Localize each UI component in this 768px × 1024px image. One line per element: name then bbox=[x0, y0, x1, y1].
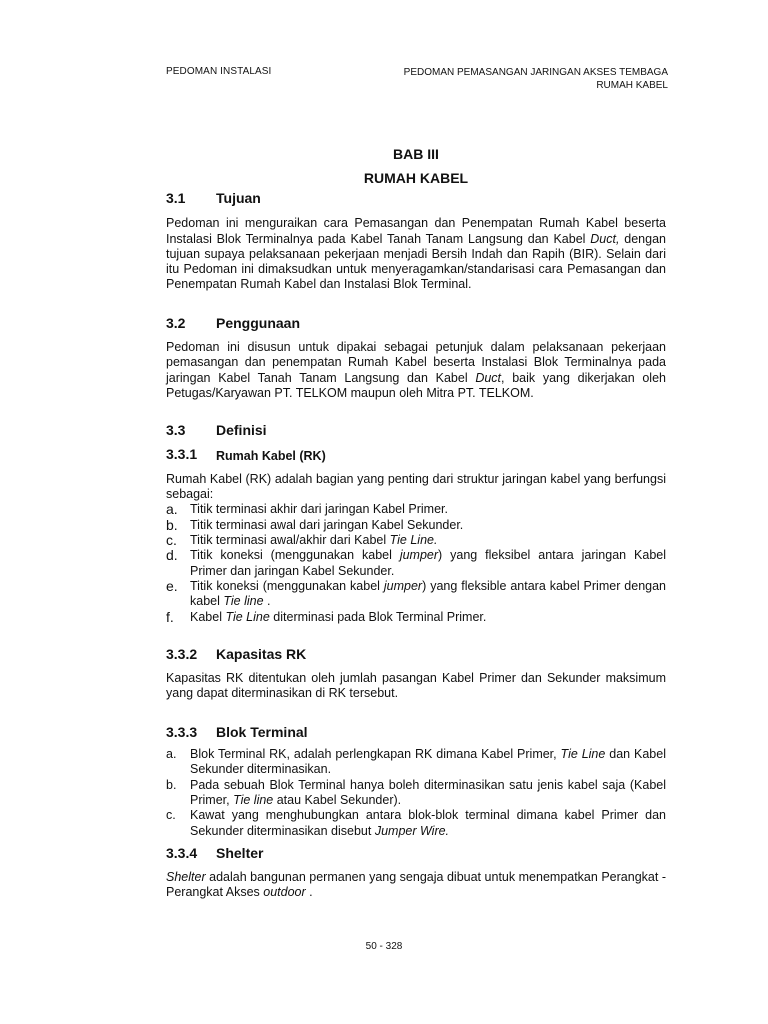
italic-text: outdoor bbox=[263, 885, 306, 900]
text: diterminasi pada Blok Terminal Primer. bbox=[269, 609, 487, 624]
chapter-label: BAB III bbox=[393, 146, 439, 162]
section-heading-tujuan bbox=[166, 191, 666, 206]
paragraph-tujuan bbox=[166, 216, 666, 292]
subsection-heading-shelter bbox=[166, 846, 666, 861]
list-marker: e. bbox=[166, 577, 178, 594]
text: Blok Terminal RK, adalah perlengkapan RK dimana Kabel Primer, bbox=[190, 747, 561, 762]
list-marker: a. bbox=[166, 747, 177, 762]
list-item bbox=[166, 533, 666, 548]
list-item bbox=[166, 579, 666, 610]
list-marker: a. bbox=[166, 501, 178, 518]
italic-text: Duct bbox=[475, 370, 502, 385]
list-marker: f. bbox=[166, 608, 174, 625]
list-item bbox=[166, 518, 666, 533]
list-marker: c. bbox=[166, 808, 176, 823]
list-item-text bbox=[190, 579, 666, 610]
paragraph-shelter bbox=[166, 870, 666, 901]
text: Kabel bbox=[190, 609, 226, 624]
italic-text: jumper bbox=[399, 548, 439, 563]
subsection-heading-rumah-kabel bbox=[166, 447, 666, 464]
text: Titik terminasi awal dari jaringan Kabel Sekunder. bbox=[190, 517, 464, 532]
italic-text: Tie Line bbox=[560, 747, 606, 762]
text: atau Kabel Sekunder). bbox=[273, 792, 402, 807]
list-marker: b. bbox=[166, 516, 178, 533]
list-marker: b. bbox=[166, 777, 177, 792]
text: ) yang fleksibel antara jaringan Kabel Primer dan jaringan Kabel Sekunder. bbox=[190, 548, 667, 578]
text: dan Kabel Sekunder diterminasikan. bbox=[190, 747, 666, 777]
paragraph-kapasitas: Kapasitas RK ditentukan oleh jumlah pasangan Kabel Primer dan Sekunder maksimum yang dapat diterminasikan di RK tersebut. bbox=[166, 671, 666, 701]
subsection-title: Blok Terminal bbox=[216, 723, 308, 740]
section-title: Definisi bbox=[216, 422, 267, 439]
italic-text: Jumper Wire. bbox=[374, 823, 450, 838]
text: Pedoman ini menguraikan cara Pemasangan dan Penempatan Rumah Kabel beserta Instalasi Blok Terminalnya pada Kabel Tanah Tanam Langsung dan Kabel bbox=[166, 216, 666, 246]
chapter-title: RUMAH KABEL bbox=[363, 170, 469, 186]
subsection-title: Kapasitas RK bbox=[216, 645, 307, 662]
subsection-number: 3.3.1 bbox=[166, 445, 198, 462]
list-item-text bbox=[190, 518, 666, 533]
running-header-left: PEDOMAN INSTALASI bbox=[166, 66, 272, 77]
text: Pada sebuah Blok Terminal hanya boleh diterminasikan satu jenis kabel saja (Kabel Primer, bbox=[190, 777, 666, 807]
italic-text: Tie line bbox=[233, 792, 274, 807]
list-item-text bbox=[190, 808, 666, 839]
text: Titik terminasi awal/akhir dari Kabel bbox=[190, 533, 390, 548]
running-header-right-line1: PEDOMAN PEMASANGAN JARINGAN AKSES TEMBAGA bbox=[403, 67, 668, 78]
text: . bbox=[305, 885, 313, 900]
list-item-text bbox=[190, 502, 666, 517]
subsection-number: 3.3.3 bbox=[166, 723, 198, 740]
italic-text: Shelter bbox=[166, 870, 206, 885]
italic-text: jumper bbox=[383, 578, 423, 593]
subsection-number: 3.3.4 bbox=[166, 844, 198, 861]
section-number: 3.3 bbox=[166, 422, 186, 439]
text: adalah bangunan permanen yang sengaja dibuat untuk menempatkan Perangkat - Perangkat Akses bbox=[166, 870, 666, 900]
italic-text: Tie line bbox=[223, 594, 264, 609]
text: ) yang fleksible antara kabel Primer dengan kabel bbox=[190, 578, 667, 609]
italic-text: Tie Line. bbox=[389, 533, 438, 548]
text: Titik koneksi (menggunakan kabel bbox=[190, 578, 384, 593]
subsection-heading-blok-terminal bbox=[166, 725, 666, 740]
subsection-heading-kapasitas bbox=[166, 647, 666, 662]
page-number: 50 - 328 bbox=[365, 941, 403, 952]
rk-function-list bbox=[166, 502, 666, 624]
text: Kawat yang menghubungkan antara blok-blok terminal dimana kabel Primer dan Sekunder diterminasikan disebut bbox=[190, 808, 666, 838]
running-header-right bbox=[404, 66, 668, 92]
list-item bbox=[166, 610, 666, 625]
list-item-text bbox=[190, 548, 666, 579]
list-marker: d. bbox=[166, 547, 178, 564]
text: , baik yang dikerjakan oleh Petugas/Karyawan PT. TELKOM maupun oleh Mitra PT. TELKOM. bbox=[166, 370, 666, 400]
text: dengan tujuan supaya pelaksanaan pekerjaan menjadi Bersih Indah dan Rapih (BIR). Selain dari itu Pedoman ini dimaksudkan untuk menyeragamkan/standarisasi cara Pemasangan dan Penempatan Rumah Kabel dan Instalasi Blok Terminal. bbox=[166, 231, 666, 292]
italic-text: Tie Line bbox=[225, 609, 270, 624]
subsection-title: Rumah Kabel (RK) bbox=[216, 448, 326, 463]
list-item-text bbox=[190, 610, 666, 625]
list-marker: c. bbox=[166, 532, 177, 549]
list-item-text bbox=[190, 747, 666, 778]
section-title: Tujuan bbox=[216, 190, 261, 206]
list-item-text bbox=[190, 778, 666, 809]
subsection-title: Shelter bbox=[216, 844, 264, 861]
running-header-right-line2: RUMAH KABEL bbox=[596, 80, 668, 91]
section-title: Penggunaan bbox=[216, 314, 301, 331]
text: . bbox=[263, 594, 271, 609]
text: Titik terminasi akhir dari jaringan Kabel Primer. bbox=[190, 502, 448, 517]
text: Pedoman ini disusun untuk dipakai sebagai petunjuk dalam pelaksanaan pekerjaan pemasangan dan penempatan Rumah Kabel beserta Instalasi Blok Terminalnya pada jaringan Kabel Tanah Tanam Langsung dan Kabel bbox=[166, 340, 666, 385]
list-item bbox=[166, 548, 666, 579]
list-item bbox=[166, 808, 666, 839]
list-item bbox=[166, 778, 666, 809]
list-item bbox=[166, 502, 666, 517]
list-item-text bbox=[190, 533, 666, 548]
text: Titik koneksi (menggunakan kabel bbox=[190, 548, 400, 563]
section-number: 3.2 bbox=[166, 314, 186, 331]
blok-terminal-list bbox=[166, 747, 666, 839]
section-heading-penggunaan bbox=[166, 316, 666, 331]
paragraph-rk-intro: Rumah Kabel (RK) adalah bagian yang penting dari struktur jaringan kabel yang berfungsi sebagai: bbox=[166, 471, 666, 502]
list-item bbox=[166, 747, 666, 778]
document-body bbox=[166, 142, 666, 901]
section-number: 3.1 bbox=[166, 190, 186, 206]
subsection-number: 3.3.2 bbox=[166, 645, 198, 662]
paragraph-penggunaan bbox=[166, 340, 666, 401]
italic-text: Duct, bbox=[590, 231, 620, 246]
section-heading-definisi bbox=[166, 423, 666, 438]
